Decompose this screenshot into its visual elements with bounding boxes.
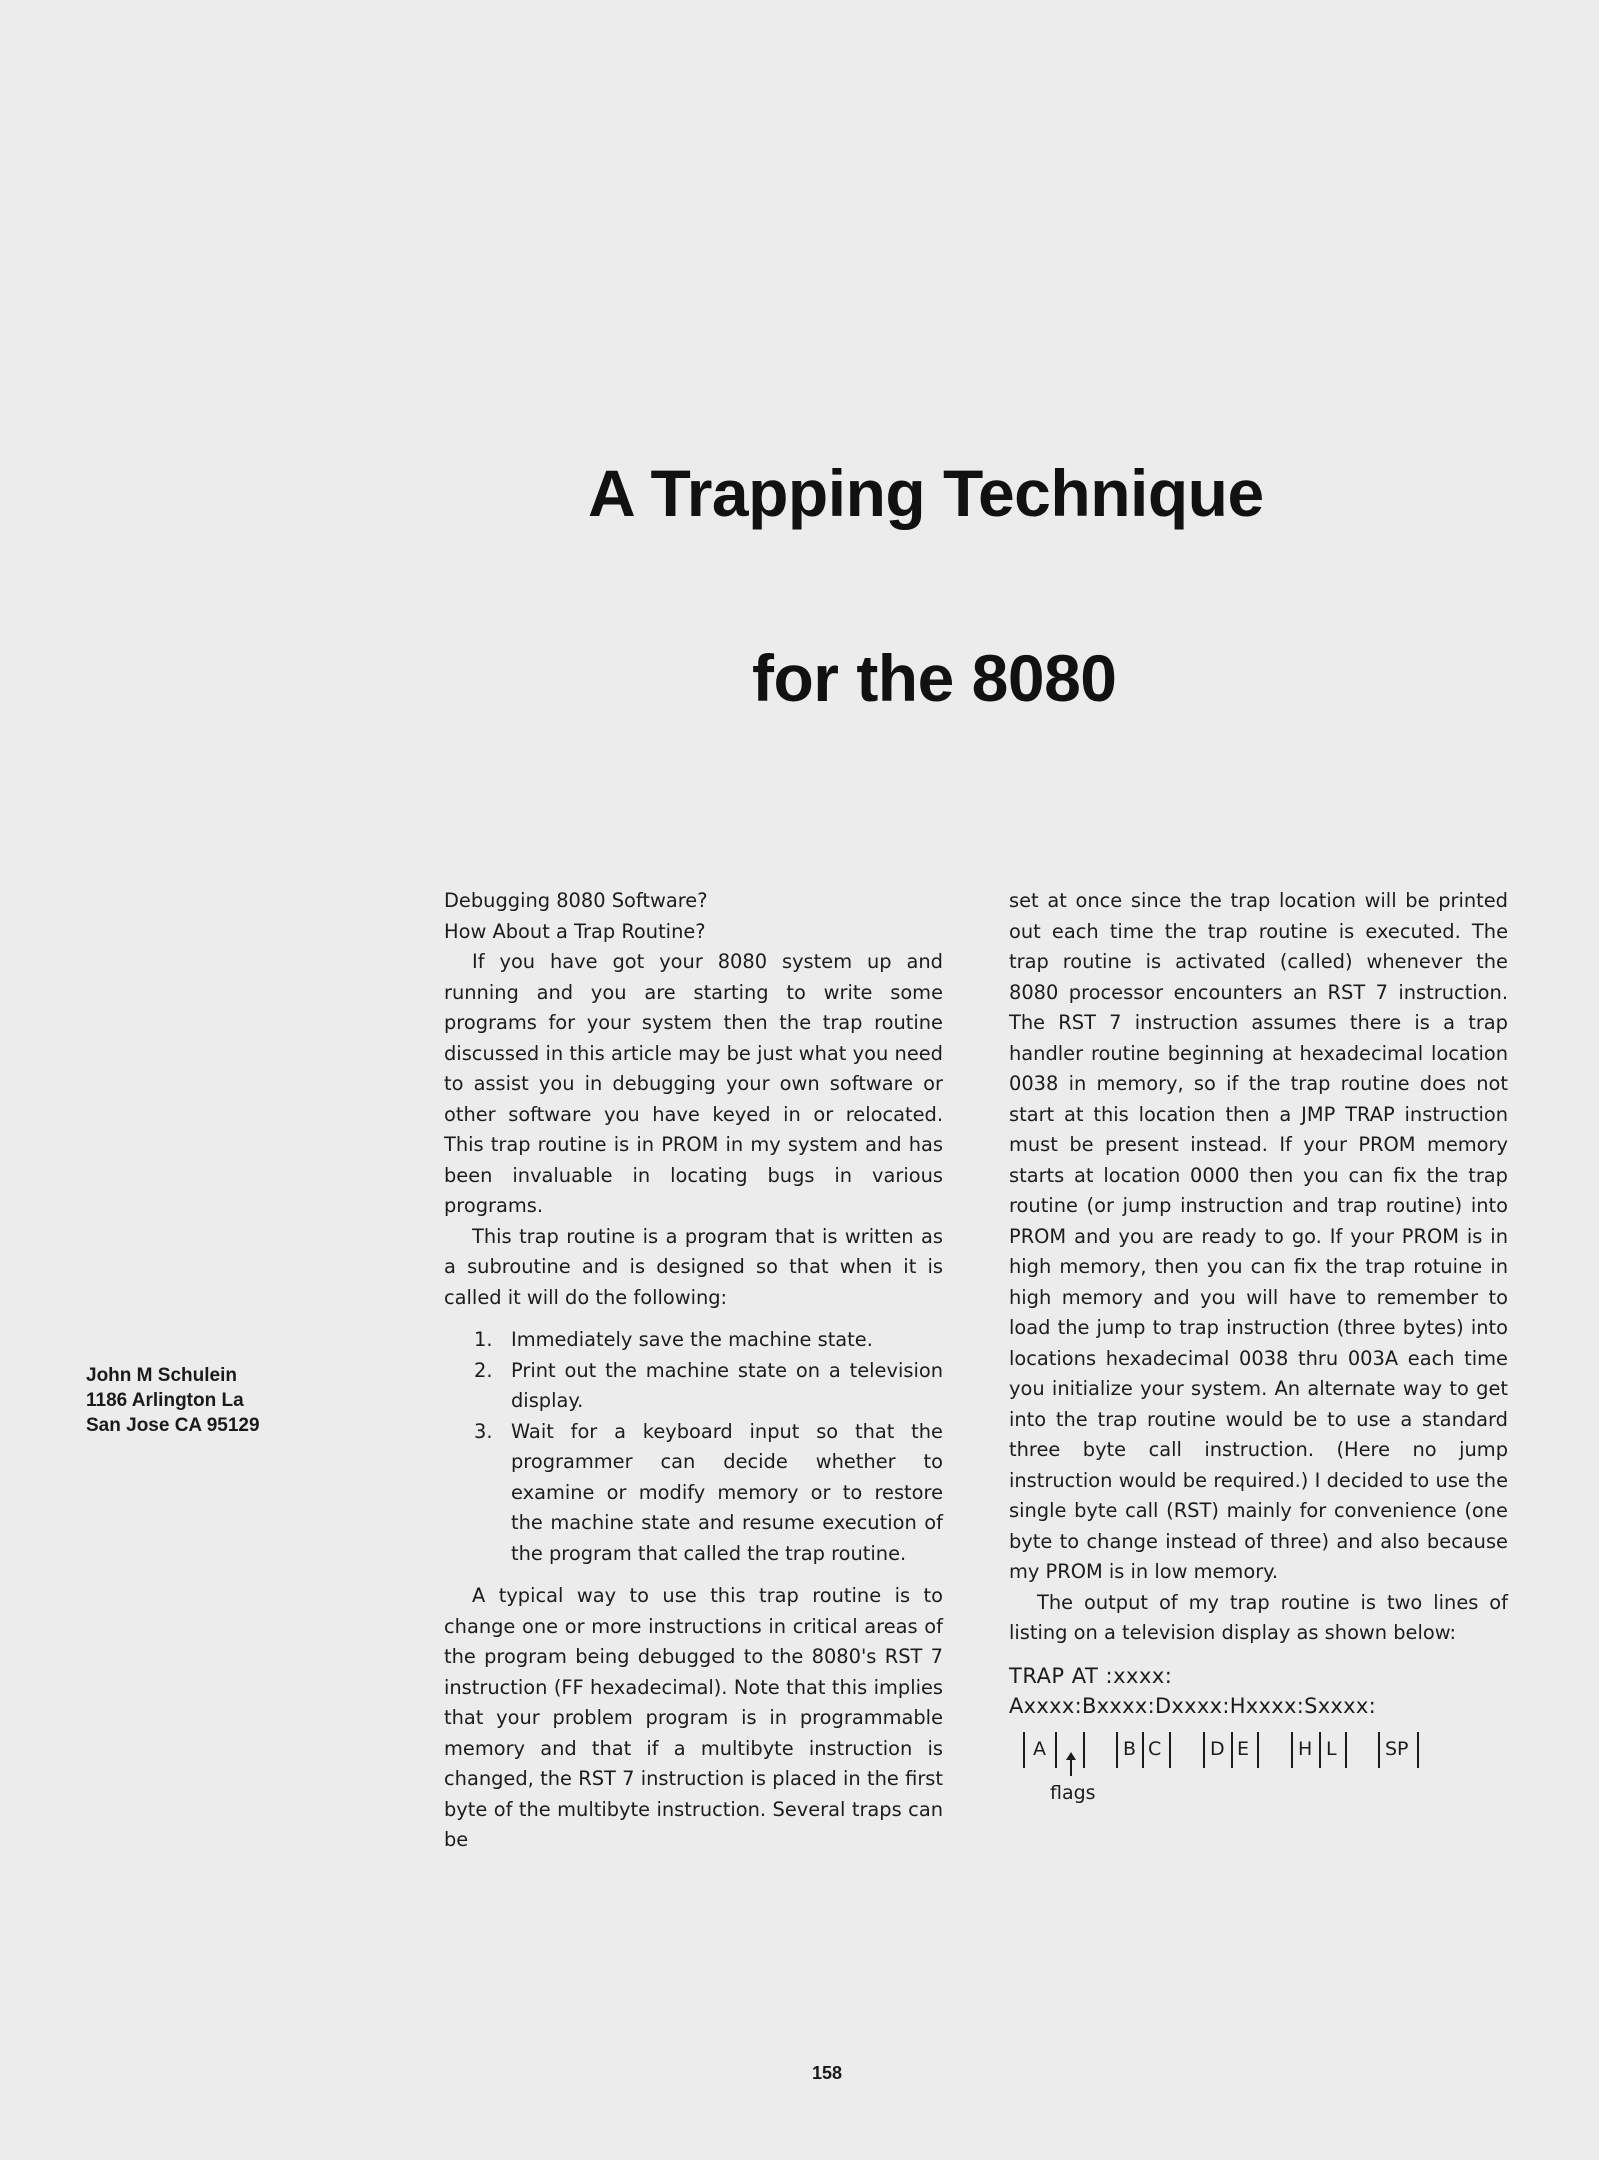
- register-label: H: [1298, 1737, 1313, 1760]
- list-item: [444, 1356, 943, 1417]
- list-item-number: 3.: [474, 1419, 493, 1443]
- list-item: [444, 1325, 943, 1356]
- list-item-text: Wait for a keyboard input so that the programmer can decide whether to examine or modify memory or to restore the machine state and resume execution of the program that called the trap routine.: [511, 1419, 943, 1565]
- register-separator: [1257, 1732, 1259, 1768]
- register-separator: [1203, 1732, 1205, 1768]
- list-item-number: 2.: [474, 1358, 493, 1382]
- author-block: [86, 1363, 260, 1438]
- register-separator: [1055, 1732, 1057, 1768]
- arrow-stem: [1070, 1756, 1072, 1776]
- register-label: L: [1326, 1737, 1337, 1760]
- register-label: A: [1033, 1737, 1046, 1760]
- text-column-1: [444, 886, 943, 1856]
- list-item: [444, 1417, 943, 1570]
- page-number: 158: [812, 2063, 843, 2083]
- section-heading-2: How About a Trap Routine?: [444, 919, 706, 943]
- section-heading-1: Debugging 8080 Software?: [444, 889, 708, 912]
- register-separator: [1345, 1732, 1347, 1768]
- paragraph: This trap routine is a program that is written as a subroutine and is designed so that when it is called it will do the following:: [444, 1224, 943, 1309]
- register-separator: [1417, 1732, 1419, 1768]
- register-separator: [1169, 1732, 1171, 1768]
- register-diagram: [1009, 1726, 1508, 1806]
- author-street: 1186 Arlington La: [86, 1390, 244, 1411]
- register-label: B: [1123, 1737, 1137, 1760]
- register-label: SP: [1385, 1737, 1409, 1760]
- flags-label: flags: [1050, 1781, 1096, 1804]
- register-label: E: [1237, 1737, 1250, 1760]
- register-separator: [1083, 1732, 1085, 1768]
- trap-output-line-1: TRAP AT :xxxx:: [1009, 1663, 1173, 1688]
- article-title-line1: A Trapping Technique: [588, 456, 1264, 530]
- paragraph: The output of my trap routine is two lines of listing on a television display as shown below:: [1009, 1590, 1508, 1644]
- paragraph: set at once since the trap location will be printed out each time the trap routine is executed. The trap routine is activated (called) whenever the 8080 processor encounters an RST 7 instruction. The RST 7 instruction assumes there is a trap handler routine beginning at hexadecimal location 0038 in memory, so if the trap routine does not start at this location then a JMP TRAP instruction must be present instead. If your PROM memory starts at location 0000 then you can fix the trap routine (or jump instruction and trap routine) into PROM and you are ready to go. If your PROM is in high memory, then you can fix the trap rotuine in high memory and you will have to remember to load the jump to trap instruction (three bytes) into locations hexadecimal 0038 thru 003A each time you initialize your system. An alternate way to get into the trap routine would be to use a standard three byte call instruction. (Here no jump instruction would be required.) I decided to use the single byte call (RST) mainly for convenience (one byte to change instead of three) and also because my PROM is in low memory.: [1009, 889, 1508, 1583]
- register-separator: [1231, 1732, 1233, 1768]
- paragraph: If you have got your 8080 system up and running and you are starting to write some programs for your system then the trap routine discussed in this article may be just what you need to assist you in debugging your own software or other software you have keyed in or relocated. This trap routine is in PROM in my system and has been invaluable in locating bugs in various programs.: [444, 950, 943, 1217]
- article-title-line2: for the 8080: [752, 641, 1117, 715]
- register-separator: [1116, 1732, 1118, 1768]
- author-name: John M Schulein: [86, 1365, 237, 1386]
- list-item-text: Print out the machine state on a television display.: [511, 1358, 943, 1412]
- paragraph: A typical way to use this trap routine is to change one or more instructions in critical areas of the program being debugged to the 8080's RST 7 instruction (FF hexadecimal). Note that this implies that your problem program is in programmable memory and that if a multibyte instruction is changed, the RST 7 instruction is placed in the first byte of the multibyte instruction. Several traps can be: [444, 1584, 943, 1851]
- text-column-2: [1009, 886, 1508, 1806]
- list-item-number: 1.: [474, 1328, 493, 1351]
- list-item-text: Immediately save the machine state.: [511, 1328, 873, 1351]
- register-separator: [1378, 1732, 1380, 1768]
- steps-list: [444, 1325, 943, 1569]
- register-separator: [1291, 1732, 1293, 1768]
- trap-output-line-2: Axxxx:Bxxxx:Dxxxx:Hxxxx:Sxxxx:: [1009, 1694, 1376, 1718]
- register-separator: [1319, 1732, 1321, 1768]
- author-city: San Jose CA 95129: [86, 1415, 260, 1436]
- register-separator: [1142, 1732, 1144, 1768]
- register-label: D: [1210, 1737, 1225, 1760]
- register-separator: [1023, 1732, 1025, 1768]
- register-label: C: [1148, 1737, 1162, 1760]
